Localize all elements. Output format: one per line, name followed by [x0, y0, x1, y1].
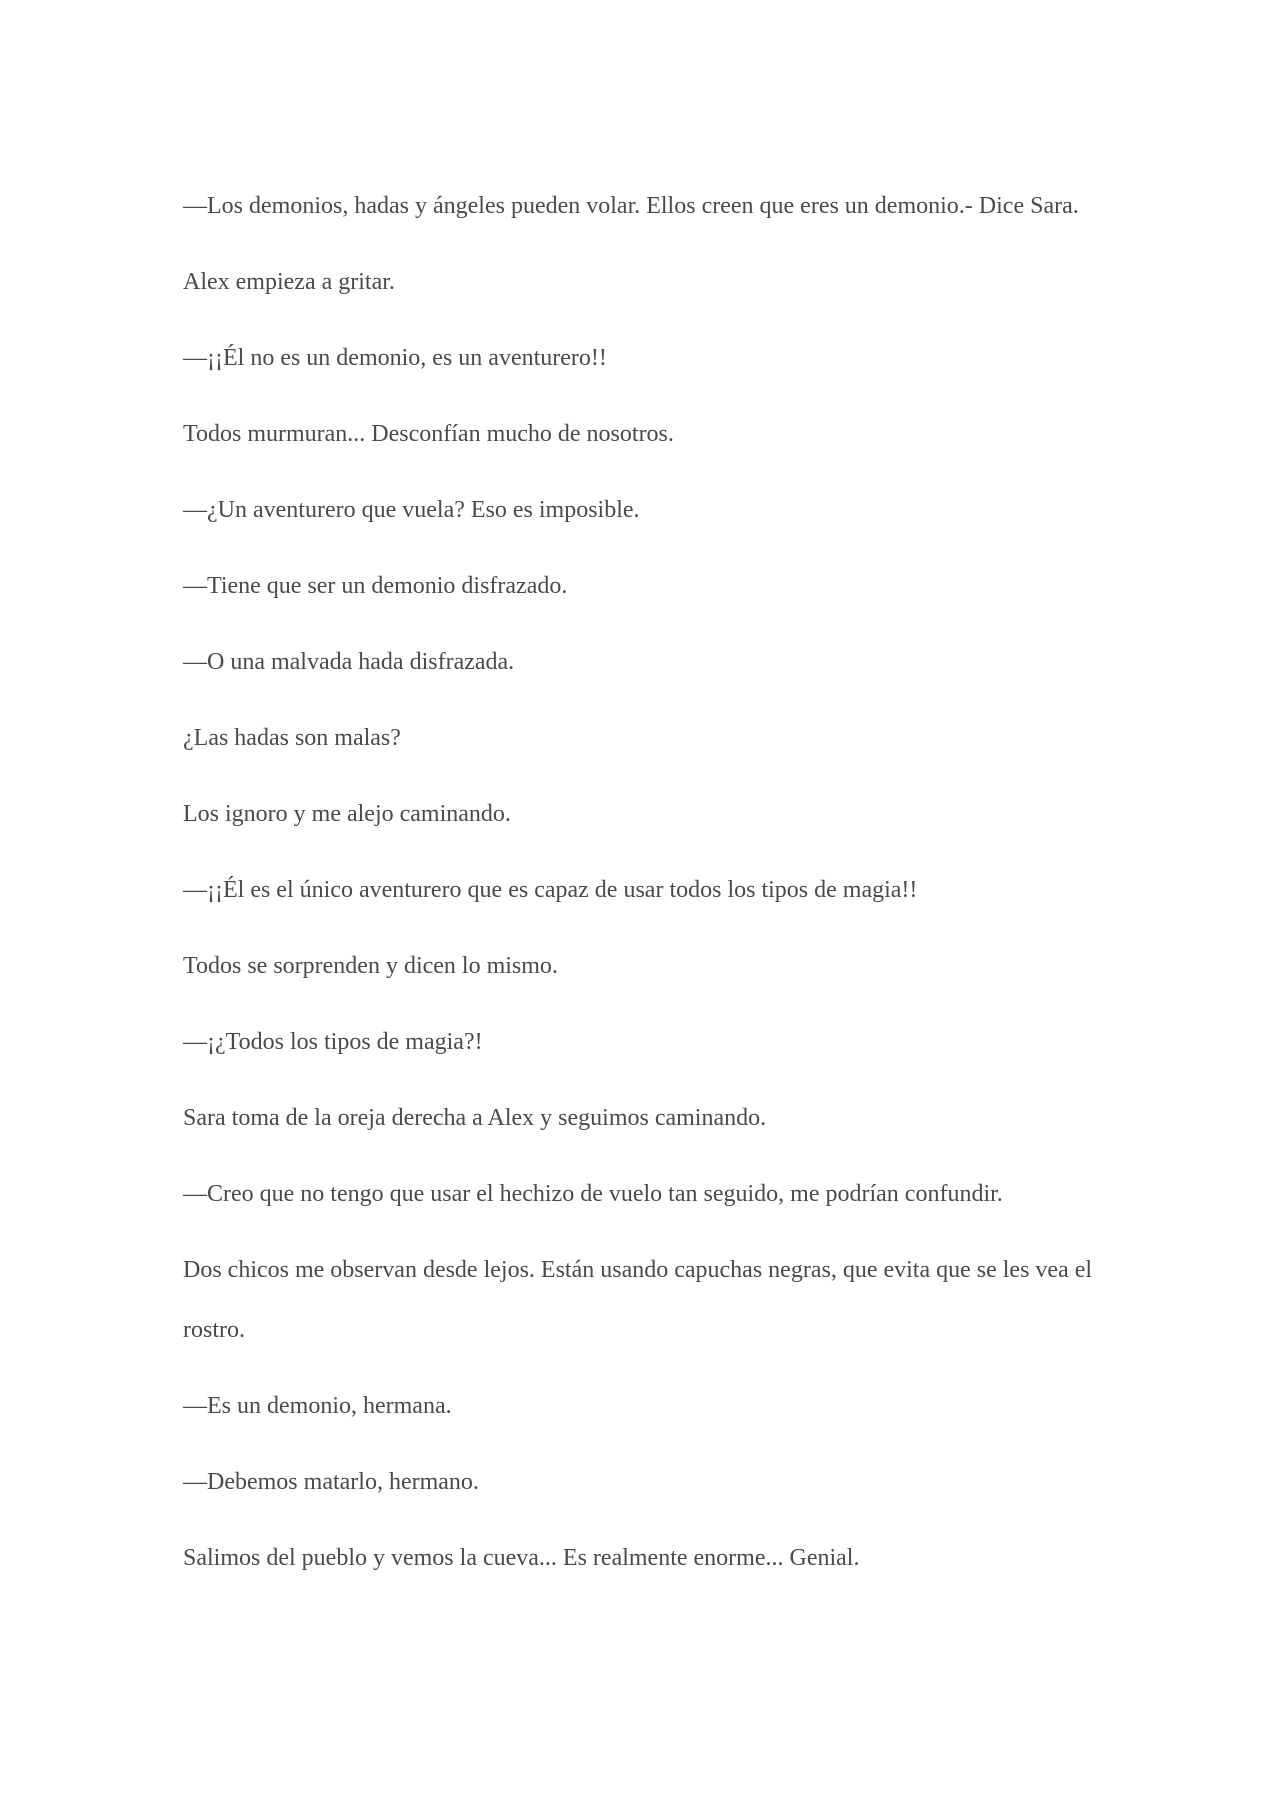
paragraph: —Debemos matarlo, hermano.	[183, 1469, 479, 1495]
paragraph: —Creo que no tengo que usar el hechizo de vuelo tan seguido, me podrían confundir.	[183, 1181, 1003, 1207]
paragraph: Dos chicos me observan desde lejos. Están usando capuchas negras, que evita que se les vea el rostro.	[183, 1257, 1093, 1343]
paragraph: —¿Un aventurero que vuela? Eso es imposible.	[183, 497, 640, 523]
paragraph: —¡¡Él es el único aventurero que es capaz de usar todos los tipos de magia!!	[183, 877, 918, 903]
paragraph: —¡¡Él no es un demonio, es un aventurero!!	[183, 345, 607, 371]
paragraph: —Tiene que ser un demonio disfrazado.	[183, 573, 568, 599]
paragraph: Alex empieza a gritar.	[183, 269, 395, 295]
paragraph: —Los demonios, hadas y ángeles pueden volar. Ellos creen que eres un demonio.- Dice Sara.	[183, 193, 1079, 219]
paragraph: Salimos del pueblo y vemos la cueva... Es realmente enorme... Genial.	[183, 1545, 860, 1571]
paragraph: Los ignoro y me alejo caminando.	[183, 801, 511, 827]
paragraph: Sara toma de la oreja derecha a Alex y seguimos caminando.	[183, 1105, 767, 1131]
paragraph: Todos murmuran... Desconfían mucho de nosotros.	[183, 421, 674, 447]
paragraph: Todos se sorprenden y dicen lo mismo.	[183, 953, 558, 979]
paragraph: —Es un demonio, hermana.	[183, 1393, 452, 1419]
text-body	[183, 176, 1103, 1604]
paragraph: —¡¿Todos los tipos de magia?!	[183, 1029, 483, 1055]
paragraph: —O una malvada hada disfrazada.	[183, 649, 515, 675]
paragraph: ¿Las hadas son malas?	[183, 725, 401, 751]
